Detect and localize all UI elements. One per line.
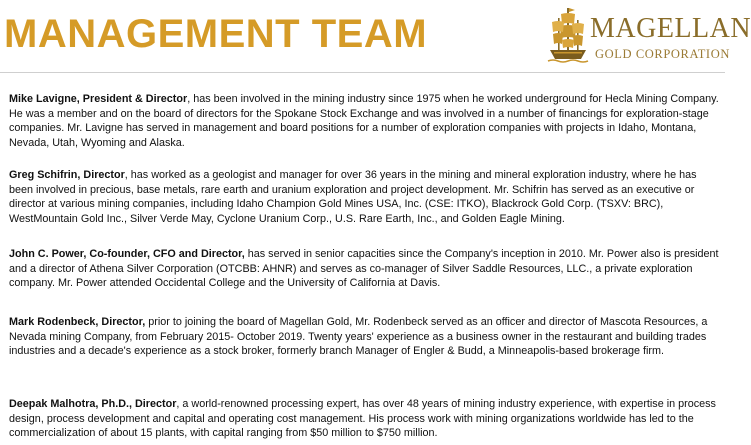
bio-text: , has worked as a geologist and manager for over 36 years in the mining and mineral exploration industry, where he has been involved in precious, base metals, rare earth and uranium exploration and project development. Mr. Schifrin has served as an executive or director at various mining companies, including Idaho Champion Gold Mines USA, Inc. (CSE: ITKO), Blackrock Gold Corp. (TSXV: BRC), WestMountain Gold Inc., Silver Verde May, Cyclone Uranium Corp., U.S. Rare Earth, Inc., and Golden Eagle Mining. [9, 169, 697, 225]
bio-paragraph [9, 247, 723, 291]
bio-name: Mark Rodenbeck, Director, [9, 316, 146, 328]
bio-text: , a world-renowned processing expert, has over 48 years of mining industry experience, with expertise in process design, process development and capital and operating cost management. His process work with mining organizations worldwide has led to the commercialization of about 15 plants, with capital ranging from $50 million to $750 million. [9, 398, 716, 440]
bio-text: , has been involved in the mining industry since 1975 when he worked underground for Hecla Mining Company. He was a member and on the board of directors for the Spokane Stock Exchange and was involved in a number of financings for exploration-stage companies. Mr. Lavigne has served in management and board positions for a number of exploration companies with projects in Idaho, Montana, Nevada, Utah, Wyoming and Alaska. [9, 93, 719, 149]
ship-icon [548, 6, 588, 64]
bio-name: Greg Schifrin, Director [9, 169, 125, 181]
page-header [0, 0, 751, 72]
bio-text: has served in senior capacities since the Company's inception in 2010. Mr. Power also is president and a director of Athena Silver Corporation (OTCBB: AHNR) and serves as co-manager of Silver Saddle Resources, LLC., a private exploration company. Mr. Power attended Occidental College and the University of California at Davis. [9, 248, 719, 290]
bio-paragraph [9, 315, 723, 359]
logo-name: MAGELLAN [590, 13, 751, 44]
bio-name: Mike Lavigne, President & Director [9, 93, 188, 105]
bio-paragraph [9, 397, 723, 441]
bio-name: Deepak Malhotra, Ph.D., Director [9, 398, 177, 410]
company-logo [548, 6, 751, 66]
page-title: MANAGEMENT TEAM [4, 12, 428, 56]
bio-paragraph [9, 92, 723, 150]
logo-subtitle: GOLD CORPORATION [595, 47, 730, 61]
bio-paragraph [9, 168, 723, 226]
bio-name: John C. Power, Co-founder, CFO and Director, [9, 248, 245, 260]
bio-text: prior to joining the board of Magellan Gold, Mr. Rodenbeck served as an officer and director of Mascota Resources, a Nevada mining Company, from February 2015- October 2019. Twenty years' experience as a business owner in the restaurant and building trades industries and a decade's experience as a stock broker, formerly branch Manager of Engler & Budd, a Minneapolis-based brokerage firm. [9, 316, 708, 358]
header-divider [0, 72, 725, 73]
